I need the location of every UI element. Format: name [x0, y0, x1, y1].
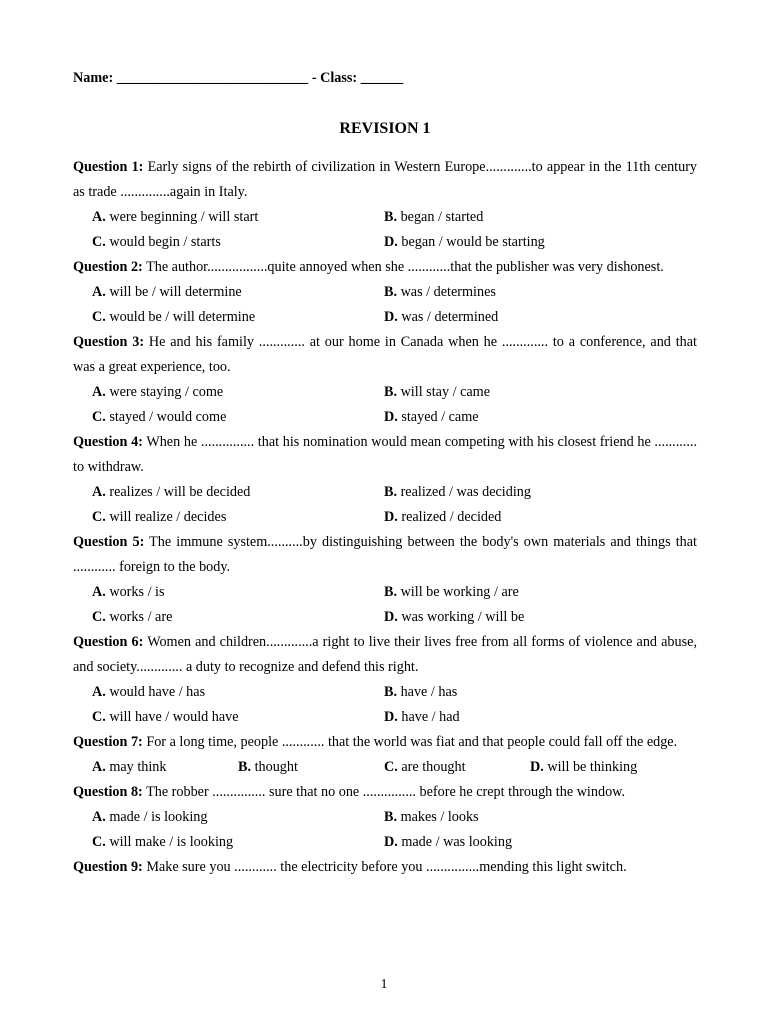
option-letter: B.	[384, 284, 398, 300]
option-letter: C.	[92, 834, 106, 850]
option-letter: D.	[530, 759, 544, 775]
question-body: The author.................quite annoyed when she ............that the publisher was very dishonest.	[146, 259, 664, 275]
option-letter: D.	[384, 309, 398, 325]
question-body: Women and children.............a right to live their lives free from all forms of violence and abuse, and society............. a duty to recognize and defend this right.	[73, 634, 697, 675]
option-letter: B.	[384, 384, 398, 400]
answer-option	[92, 580, 384, 605]
option-text: were beginning / will start	[109, 209, 259, 225]
name-label: Name:	[73, 70, 114, 86]
option-text: made / is looking	[109, 809, 208, 825]
option-letter: B.	[384, 584, 398, 600]
option-letter: A.	[92, 809, 106, 825]
option-letter: A.	[92, 484, 106, 500]
class-blank: ______	[360, 70, 404, 86]
question-body: Early signs of the rebirth of civilization in Western Europe.............to appear in the 11th century as trade ..............again in Italy.	[73, 159, 698, 200]
option-letter: A.	[92, 684, 106, 700]
answer-option	[92, 680, 384, 705]
option-letter: B.	[384, 684, 398, 700]
option-text: was / determines	[400, 284, 496, 300]
answer-option	[92, 480, 384, 505]
option-text: works / is	[109, 584, 165, 600]
answer-options	[73, 755, 697, 780]
answer-option	[384, 405, 676, 430]
name-blank: ___________________________	[116, 70, 309, 86]
option-letter: A.	[92, 759, 106, 775]
question-text	[73, 330, 697, 380]
question-label: Question 9:	[73, 859, 143, 875]
question-body: He and his family ............. at our home in Canada when he ............. to a conference, and that was a great experience, too.	[73, 334, 697, 375]
worksheet-page	[73, 66, 697, 880]
answer-options	[73, 580, 697, 630]
option-text: will make / is looking	[109, 834, 234, 850]
option-letter: D.	[384, 234, 398, 250]
question-label: Question 8:	[73, 784, 143, 800]
answer-option	[92, 505, 384, 530]
answer-options	[73, 205, 697, 255]
question-text	[73, 730, 697, 755]
option-text: will be thinking	[547, 759, 638, 775]
option-letter: C.	[92, 309, 106, 325]
answer-option	[384, 830, 676, 855]
answer-option	[384, 505, 676, 530]
option-text: may think	[109, 759, 167, 775]
question-body: When he ............... that his nomination would mean competing with his closest friend he ............ to withdraw.	[73, 434, 697, 475]
option-text: began / started	[400, 209, 484, 225]
option-text: would be / will determine	[109, 309, 256, 325]
option-letter: A.	[92, 209, 106, 225]
option-letter: A.	[92, 384, 106, 400]
answer-option	[384, 380, 676, 405]
option-text: are thought	[401, 759, 466, 775]
option-text: were staying / come	[109, 384, 224, 400]
answer-option	[238, 755, 384, 780]
answer-options	[73, 680, 697, 730]
option-text: was / determined	[401, 309, 499, 325]
option-text: realized / decided	[401, 509, 502, 525]
questions-list	[73, 155, 697, 880]
option-letter: C.	[92, 709, 106, 725]
answer-option	[92, 205, 384, 230]
answer-option	[384, 305, 676, 330]
option-letter: D.	[384, 409, 398, 425]
question-block	[73, 730, 697, 780]
option-text: will have / would have	[109, 709, 239, 725]
question-label: Question 1:	[73, 159, 144, 175]
answer-option	[92, 805, 384, 830]
option-letter: C.	[92, 509, 106, 525]
question-label: Question 7:	[73, 734, 143, 750]
option-text: realized / was deciding	[400, 484, 531, 500]
option-text: will be working / are	[400, 584, 519, 600]
answer-option	[384, 480, 676, 505]
answer-option	[92, 605, 384, 630]
question-block	[73, 430, 697, 530]
option-letter: D.	[384, 709, 398, 725]
answer-option	[92, 380, 384, 405]
answer-option	[384, 205, 676, 230]
option-text: would have / has	[109, 684, 206, 700]
page-number: 1	[380, 977, 388, 992]
question-text	[73, 780, 697, 805]
answer-option	[92, 755, 238, 780]
option-letter: D.	[384, 834, 398, 850]
question-block	[73, 255, 697, 330]
answer-option	[92, 405, 384, 430]
answer-option	[92, 830, 384, 855]
answer-option	[384, 230, 676, 255]
option-letter: C.	[92, 234, 106, 250]
answer-option	[92, 705, 384, 730]
answer-option	[384, 705, 676, 730]
option-text: would begin / starts	[109, 234, 221, 250]
question-text	[73, 855, 697, 880]
question-body: Make sure you ............ the electricity before you ...............mending this light switch.	[146, 859, 627, 875]
option-letter: B.	[384, 209, 398, 225]
question-block	[73, 855, 697, 880]
answer-option	[384, 280, 676, 305]
option-text: made / was looking	[401, 834, 513, 850]
question-block	[73, 780, 697, 855]
option-text: stayed / came	[401, 409, 479, 425]
worksheet-title: REVISION 1	[339, 120, 431, 137]
answer-options	[73, 480, 697, 530]
question-block	[73, 530, 697, 630]
question-label: Question 6:	[73, 634, 144, 650]
option-text: realizes / will be decided	[109, 484, 251, 500]
option-letter: C.	[92, 609, 106, 625]
option-text: was working / will be	[401, 609, 525, 625]
question-text	[73, 155, 697, 205]
question-label: Question 5:	[73, 534, 145, 550]
question-label: Question 3:	[73, 334, 145, 350]
answer-option	[92, 305, 384, 330]
answer-option	[384, 605, 676, 630]
option-letter: C.	[384, 759, 398, 775]
option-text: have / had	[401, 709, 460, 725]
option-letter: B.	[384, 484, 398, 500]
question-text	[73, 530, 697, 580]
option-text: works / are	[109, 609, 173, 625]
answer-option	[384, 580, 676, 605]
class-label: - Class:	[311, 70, 358, 86]
option-letter: B.	[384, 809, 398, 825]
question-label: Question 2:	[73, 259, 143, 275]
option-letter: C.	[92, 409, 106, 425]
option-text: will be / will determine	[109, 284, 242, 300]
question-body: For a long time, people ............ that the world was fiat and that people could fall off the edge.	[146, 734, 678, 750]
question-text	[73, 255, 697, 280]
option-text: began / would be starting	[401, 234, 545, 250]
option-text: thought	[254, 759, 298, 775]
question-block	[73, 330, 697, 430]
option-text: will stay / came	[400, 384, 490, 400]
answer-options	[73, 280, 697, 330]
answer-option	[384, 680, 676, 705]
option-text: makes / looks	[400, 809, 479, 825]
answer-options	[73, 805, 697, 855]
option-text: will realize / decides	[109, 509, 227, 525]
option-letter: D.	[384, 509, 398, 525]
answer-option	[384, 805, 676, 830]
question-label: Question 4:	[73, 434, 143, 450]
question-text	[73, 630, 697, 680]
question-block	[73, 155, 697, 255]
question-text	[73, 430, 697, 480]
answer-option	[530, 755, 676, 780]
question-block	[73, 630, 697, 730]
option-letter: A.	[92, 284, 106, 300]
option-text: stayed / would come	[109, 409, 227, 425]
answer-option	[92, 280, 384, 305]
answer-options	[73, 380, 697, 430]
name-class-line	[73, 66, 697, 91]
option-letter: A.	[92, 584, 106, 600]
option-letter: D.	[384, 609, 398, 625]
question-body: The immune system..........by distinguishing between the body's own materials and things that ............ foreign to the body.	[73, 534, 697, 575]
answer-option	[384, 755, 530, 780]
option-letter: B.	[238, 759, 252, 775]
answer-option	[92, 230, 384, 255]
question-body: The robber ............... sure that no one ............... before he crept through the window.	[146, 784, 626, 800]
option-text: have / has	[400, 684, 458, 700]
